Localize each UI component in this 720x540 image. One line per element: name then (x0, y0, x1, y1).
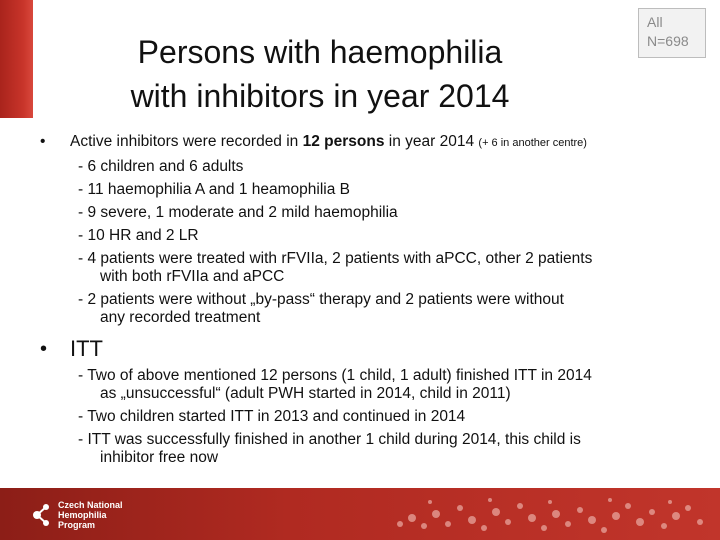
bullet2-text: ITT (70, 336, 103, 361)
bullet1-text: Active inhibitors were recorded in (70, 133, 303, 150)
slide-content (30, 132, 710, 472)
list-item (30, 227, 710, 245)
bullet1-bold: 12 persons (302, 133, 385, 150)
list-item-text: - 9 severe, 1 moderate and 2 mild haemophilia (78, 204, 398, 221)
bullet-active-inhibitors (30, 132, 710, 153)
footer-bar (0, 488, 720, 540)
list-item-text: - 6 children and 6 adults (78, 158, 244, 175)
bullet1-note: (+ 6 in another centre) (478, 137, 587, 149)
logo-line3: Program (58, 520, 96, 530)
logo-text (58, 500, 123, 530)
list-item-text: - Two children started ITT in 2013 and continued in 2014 (78, 408, 466, 425)
slide-title (40, 30, 600, 118)
list-item-text: - 11 haemophilia A and 1 heamophilia B (78, 181, 351, 198)
list-item (30, 431, 710, 467)
list-item-text-cont: as „unsuccessful“ (adult PWH started in 2014, child in 2011) (100, 385, 511, 402)
list-item-text-cont: inhibitor free now (100, 449, 219, 466)
bullet1-post: in year 2014 (384, 133, 479, 150)
list-item (30, 291, 710, 327)
title-line1: Persons with haemophilia (137, 34, 503, 70)
bullet-itt (30, 335, 710, 363)
badge-line1: All (647, 14, 663, 30)
badge-line2: N=698 (647, 33, 689, 49)
list-item-text-cont: any recorded treatment (100, 309, 261, 326)
accent-bar (0, 0, 33, 118)
decorative-dots (390, 494, 710, 538)
bullet-dot: • (40, 133, 46, 150)
program-logo (32, 500, 123, 530)
list-item (30, 158, 710, 176)
list-item-text: - 4 patients were treated with rFVIIa, 2 patients with aPCC, other 2 patients (78, 250, 593, 267)
list-item (30, 204, 710, 222)
list-item-text: - ITT was successfully finished in another 1 child during 2014, this child is (78, 431, 581, 448)
list-item (30, 367, 710, 403)
list-item-text: - Two of above mentioned 12 persons (1 child, 1 adult) finished ITT in 2014 (78, 367, 592, 384)
list-item (30, 408, 710, 426)
bullet-dot: • (40, 338, 48, 360)
list-item-text: - 2 patients were without „by-pass“ therapy and 2 patients were without (78, 291, 564, 308)
network-nodes-icon (32, 503, 52, 527)
list-item (30, 250, 710, 286)
count-badge (638, 8, 706, 58)
logo-line2: Hemophilia (58, 510, 107, 520)
title-line2: with inhibitors in year 2014 (130, 78, 510, 114)
logo-line1: Czech National (58, 500, 123, 510)
list-item (30, 181, 710, 199)
list-item-text: - 10 HR and 2 LR (78, 227, 199, 244)
list-item-text-cont: with both rFVIIa and aPCC (100, 268, 285, 285)
